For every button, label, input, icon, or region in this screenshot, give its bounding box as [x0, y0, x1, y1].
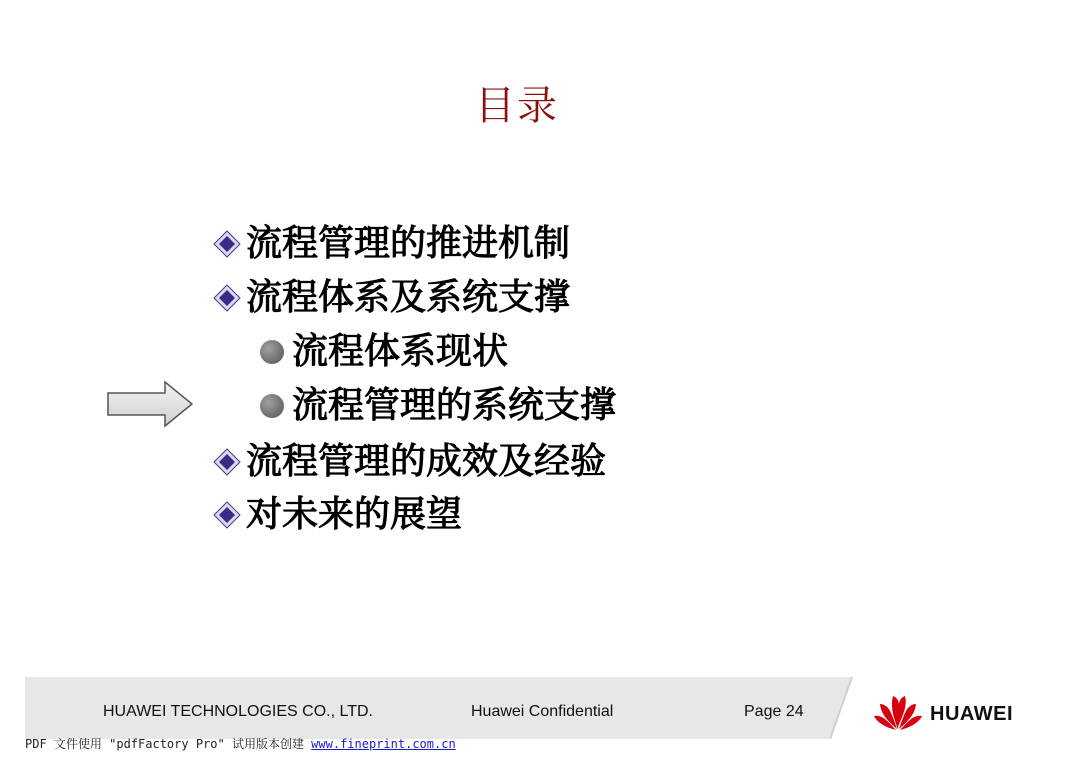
- toc-subitem-current: 流程管理的系统支撑: [292, 385, 617, 426]
- round-bullet-icon: [260, 394, 284, 418]
- pdf-notice-text: PDF 文件使用 "pdfFactory Pro" 试用版本创建: [25, 737, 312, 751]
- toc-item: 流程管理的成效及经验: [246, 441, 607, 482]
- huawei-logo-text: HUAWEI: [930, 703, 1013, 725]
- round-bullet-icon: [260, 340, 284, 364]
- pdf-notice-link[interactable]: www.fineprint.com.cn: [311, 737, 456, 751]
- toc-item: 对未来的展望: [246, 494, 463, 535]
- slide-title: 目录: [475, 83, 559, 129]
- huawei-logo-icon: [872, 693, 924, 733]
- diamond-bullet-icon: [213, 230, 241, 258]
- current-section-arrow-icon: [107, 380, 195, 428]
- footer-page-number: Page 24: [744, 703, 804, 720]
- diamond-bullet-icon: [213, 284, 241, 312]
- toc-subitem: 流程体系现状: [292, 331, 509, 372]
- footer-confidential: Huawei Confidential: [471, 703, 614, 720]
- toc-item: 流程管理的推进机制: [246, 223, 571, 264]
- pdf-notice: [25, 735, 456, 752]
- footer-company: HUAWEI TECHNOLOGIES CO., LTD.: [103, 703, 373, 720]
- toc-item: 流程体系及系统支撑: [246, 277, 571, 318]
- diamond-bullet-icon: [213, 501, 241, 529]
- diamond-bullet-icon: [213, 448, 241, 476]
